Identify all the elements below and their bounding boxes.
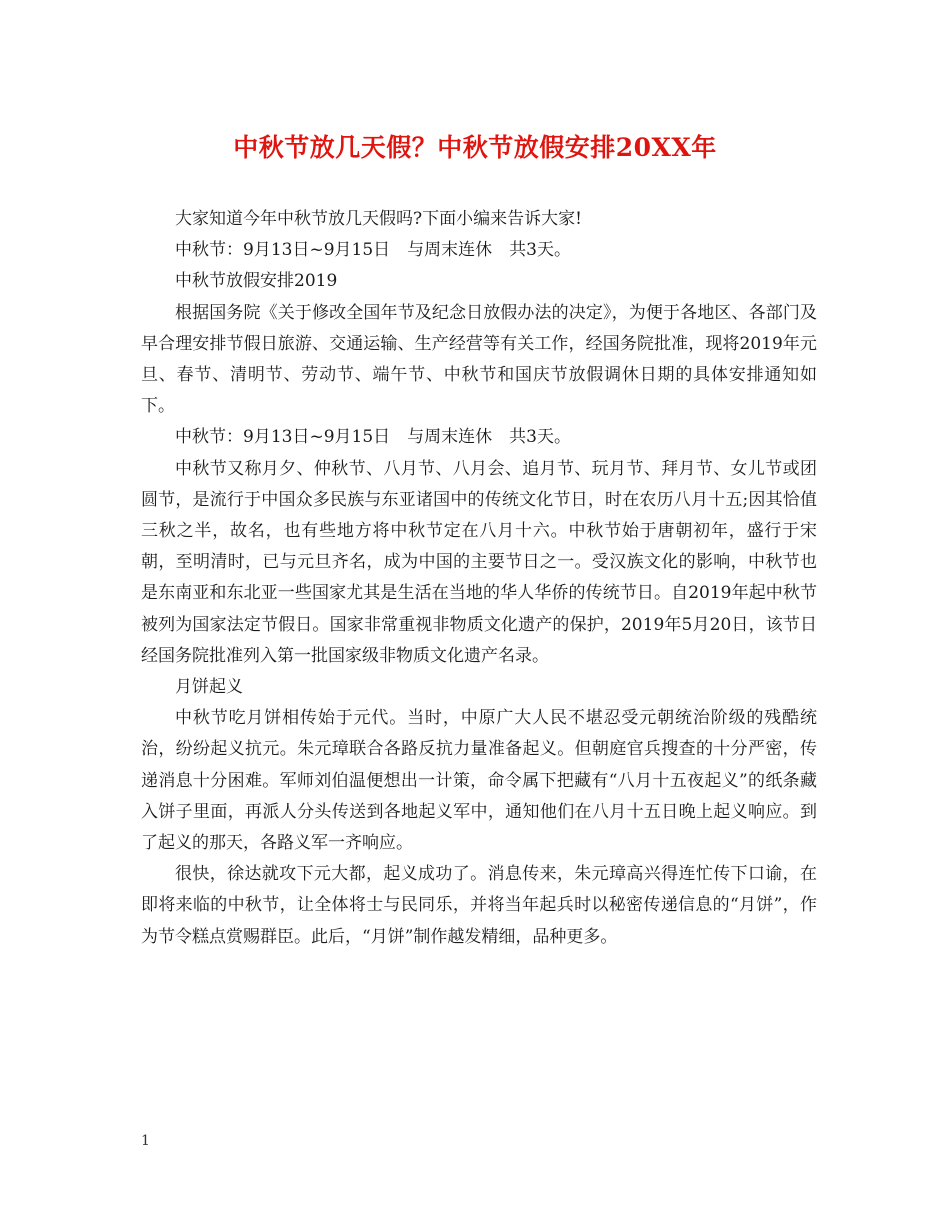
section-heading: 中秋节放假安排2019 <box>175 271 338 292</box>
document-body <box>141 204 817 953</box>
document-title: 中秋节放几天假？中秋节放假安排20XX年 <box>233 133 717 162</box>
paragraph: 很快，徐达就攻下元大都，起义成功了。消息传来，朱元璋高兴得连忙传下口谕，在即将来临的中秋节，让全体将士与民同乐，并将当年起兵时以秘密传递信息的“月饼”，作为节令糕点赏赐群臣。此后，“月饼”制作越发精细，品种更多。 <box>141 864 817 947</box>
section-heading: 月饼起义 <box>175 677 243 698</box>
paragraph: 中秋节：9月13日~9月15日 与周末连休 共3天。 <box>175 427 571 448</box>
paragraph: 根据国务院《关于修改全国年节及纪念日放假办法的决定》，为便于各地区、各部门及早合理安排节假日旅游、交通运输、生产经营等有关工作，经国务院批准，现将2019年元旦、春节、清明节、劳动节、端午节、中秋节和国庆节放假调休日期的具体安排通知如下。 <box>141 302 817 417</box>
paragraph: 大家知道今年中秋节放几天假吗?下面小编来告诉大家! <box>175 209 582 229</box>
paragraph: 中秋节又称月夕、仲秋节、八月节、八月会、追月节、玩月节、拜月节、女儿节或团圆节，是流行于中国众多民族与东亚诸国中的传统文化节日，时在农历八月十五;因其恰值三秋之半，故名，也有些地方将中秋节定在八月十六。中秋节始于唐朝初年，盛行于宋朝，至明清时，已与元旦齐名，成为中国的主要节日之一。受汉族文化的影响，中秋节也是东南亚和东北亚一些国家尤其是生活在当地的华人华侨的传统节日。自2019年起中秋节被列为国家法定节假日。国家非常重视非物质文化遗产的保护，2019年5月20日，该节日经国务院批准列入第一批国家级非物质文化遗产名录。 <box>141 458 817 666</box>
page-number: 1 <box>141 1133 150 1149</box>
paragraph: 中秋节：9月13日~9月15日 与周末连休 共3天。 <box>175 240 571 261</box>
paragraph: 中秋节吃月饼相传始于元代。当时，中原广大人民不堪忍受元朝统治阶级的残酷统治，纷纷起义抗元。朱元璋联合各路反抗力量准备起义。但朝庭官兵搜查的十分严密，传递消息十分困难。军师刘伯温便想出一计策，命令属下把藏有“八月十五夜起义”的纸条藏入饼子里面，再派人分头传送到各地起义军中，通知他们在八月十五日晚上起义响应。到了起义的那天，各路义军一齐响应。 <box>141 708 817 854</box>
